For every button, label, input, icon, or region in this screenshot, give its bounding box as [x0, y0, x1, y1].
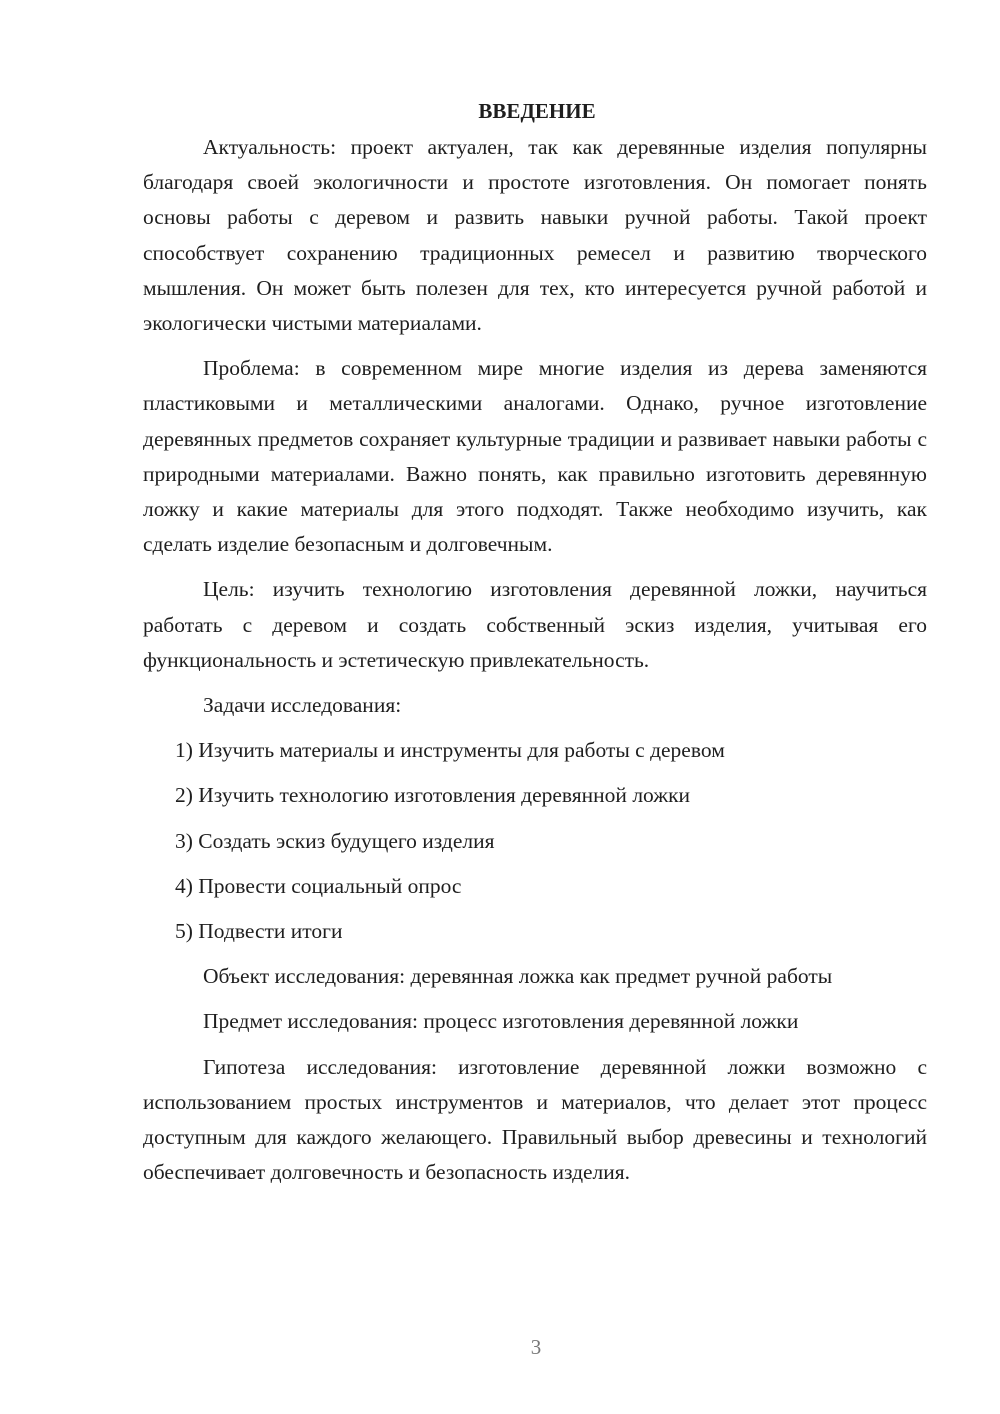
object-paragraph: Объект исследования: деревянная ложка как предмет ручной работы: [203, 964, 833, 989]
page-title: ВВЕДЕНИЕ: [478, 99, 596, 123]
goal-paragraph: Цель: изучить технологию изготовления деревянной ложки, научиться работать с деревом и создать собственный эскиз изделия, учитывая его функциональность и эстетическую привлекательность.: [143, 577, 927, 672]
problem-paragraph: Проблема: в современном мире многие изделия из дерева заменяются пластиковыми и металлическими аналогами. Однако, ручное изготовление деревянных предметов сохраняет культурные традиции и развивает навыки работы с природными материалами. Важно понять, как правильно изготовить деревянную ложку и какие материалы для этого подходят. Также необходимо изучить, как сделать изделие безопасным и долговечным.: [143, 356, 927, 557]
page-number: 3: [530, 1335, 542, 1359]
task-item: 2) Изучить технологию изготовления деревянной ложки: [175, 783, 691, 808]
task-item: 1) Изучить материалы и инструменты для работы с деревом: [175, 738, 725, 763]
page-content: [143, 96, 927, 1200]
task-item: 5) Подвести итоги: [175, 919, 343, 944]
subject-paragraph: Предмет исследования: процесс изготовления деревянной ложки: [203, 1009, 799, 1034]
tasks-heading: Задачи исследования:: [203, 693, 402, 718]
tasks-list: [143, 733, 927, 949]
hypothesis-paragraph: Гипотеза исследования: изготовление деревянной ложки возможно с использованием простых инструментов и материалов, что делает этот процесс доступным для каждого желающего. Правильный выбор древесины и технологий обеспечивает долговечность и безопасность изделия.: [143, 1054, 927, 1185]
task-item: 4) Провести социальный опрос: [175, 873, 462, 898]
relevance-paragraph: Актуальность: проект актуален, так как деревянные изделия популярны благодаря своей экологичности и простоте изготовления. Он помогает понять основы работы с деревом и развить навыки ручной работы. Такой проект способствует сохранению традиционных ремесел и развитию творческого мышления. Он может быть полезен для тех, кто интересуется ручной работой и экологически чистыми материалами.: [143, 135, 927, 336]
task-item: 3) Создать эскиз будущего изделия: [175, 828, 495, 853]
